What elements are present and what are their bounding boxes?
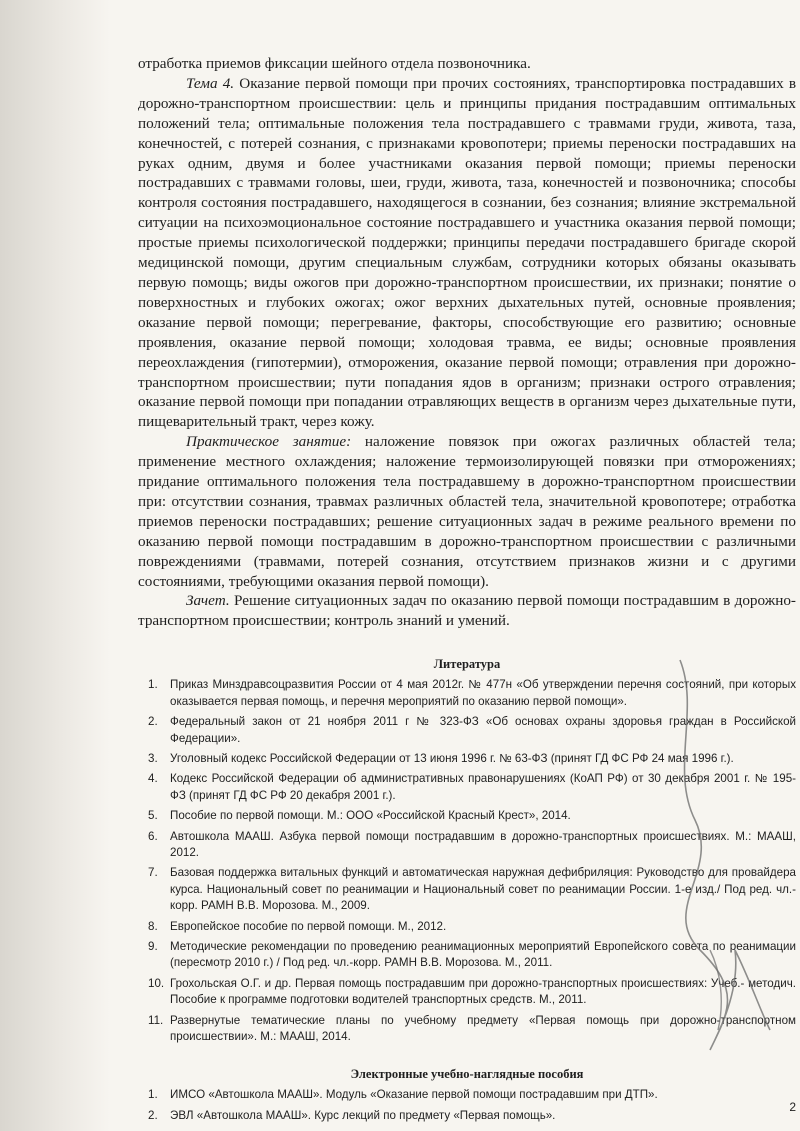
- exam-paragraph: [138, 591, 796, 631]
- topic-text: Оказание первой помощи при прочих состояниях, транспортировка пострадавших в дорожно-транспортном происшествии: цель и принципы придания пострадавшим оптимальных положений тела; оптимальные положения тела пострадавшего с травмами груди, живота, таза, конечностей, с потерей сознания, с признаками кровопотери; приемы переноски пострадавших на руках одним, двумя и более участниками оказания первой помощи; приемы переноски пострадавших с травмами головы, шеи, груди, живота, таза, конечностей и позвоночника; способы контроля состояния пострадавшего, находящегося в сознании, без сознания; влияние экстремальной ситуации на психоэмоциональное состояние пострадавшего и участника оказания первой помощи; простые приемы психологической поддержки; принципы передачи пострадавшего бригаде скорой медицинской помощи, другим специальным службам, сотрудники которых обязаны оказывать первую помощь; виды ожогов при дорожно-транспортном происшествии, их признаки; понятие о поверхностных и глубоких ожогах; ожог верхних дыхательных путей, основные проявления; оказание первой помощи; перегревание, факторы, способствующие его развитию; основные проявления, оказание первой помощи; холодовая травма, ее виды; основные проявления переохлаждения (гипотермии), отморожения, оказание первой помощи; отравления при дорожно-транспортном происшествии; пути попадания ядов в организм; признаки острого отравления; оказание первой помощи при попадании отравляющих веществ в организм через дыхательные пути, пищеварительный тракт, через кожу.: [138, 74, 796, 431]
- literature-item-text: Кодекс Российской Федерации об административных правонарушениях (КоАП РФ) от 30 декабря 2001 г. № 195- ФЗ (принят ГД ФС РФ 20 декабря 2001 г.).: [170, 772, 796, 802]
- literature-item-number: 10.: [148, 976, 165, 990]
- electronic-item-text: ЭВЛ «Автошкола МААШ». Курс лекций по предмету «Первая помощь».: [170, 1108, 556, 1122]
- literature-item-text: Базовая поддержка витальных функций и автоматическая наружная дефибриляция: Руководство для провайдера курса. Национальный совет по реанимации и Национальный совет по реанимации России. 1-е изд./ Под ред. чл.-корр. РАМН В.В. Морозова. М., 2009.: [170, 866, 796, 913]
- page-number: 2: [789, 1100, 796, 1114]
- literature-item-number: 8.: [148, 919, 158, 933]
- literature-item-text: Грохольская О.Г. и др. Первая помощь пострадавшим при дорожно-транспортных происшествиях: Учеб.- методич. Пособие к программе подготовки водителей транспортных средств. М., 2011.: [170, 976, 796, 1007]
- literature-item-text: Развернутые тематические планы по учебному предмету «Первая помощь при дорожно-транспортном происшествии». М.: МААШ, 2014.: [170, 1013, 796, 1043]
- literature-item-number: 3.: [148, 751, 158, 765]
- electronic-item-number: 1.: [148, 1088, 158, 1102]
- electronic-item-number: 2.: [148, 1108, 158, 1122]
- practice-label: Практическое занятие:: [186, 433, 352, 451]
- scan-page-edge-shadow: [0, 0, 110, 1131]
- practice-text: наложение повязок при ожогах различных областей тела; применение местного охлаждения; наложение термоизолирующей повязки при отморожениях; придание оптимального положения тела пострадавшему в дорожно-транспортном происшествии при: отсутствии сознания, травмах различных областей тела, значительной кровопотере; отработка приемов переноски пострадавших; решение ситуационных задач в режиме реального времени по оказанию первой помощи пострадавшим в дорожно-транспортном происшествии с различными повреждениями (травмами, потерей сознания, отсутствием признаков жизни и с другими состояниями, требующими оказания первой помощи).: [138, 433, 796, 590]
- literature-item-number: 11.: [148, 1013, 164, 1027]
- electronic-item-text: ИМСО «Автошкола МААШ». Модуль «Оказание первой помощи пострадавшим при ДТП».: [170, 1088, 658, 1102]
- literature-heading: Литература: [433, 657, 501, 672]
- literature-item-number: 6.: [148, 829, 158, 843]
- literature-item-text: Европейское пособие по первой помощи. М., 2012.: [170, 919, 447, 933]
- literature-item-number: 4.: [148, 772, 158, 786]
- literature-item-number: 7.: [148, 866, 158, 880]
- literature-item-text: Федеральный закон от 21 ноября 2011 г № 323-ФЗ «Об основах охраны здоровья граждан в Российской Федерации».: [170, 715, 796, 745]
- literature-item-number: 5.: [148, 809, 158, 823]
- electronic-heading: Электронные учебно-наглядные пособия: [350, 1067, 584, 1082]
- literature-item-text: Автошкола МААШ. Азбука первой помощи пострадавшим в дорожно-транспортных происшествиях. М.: МААШ, 2012.: [170, 829, 796, 859]
- literature-item-text: Уголовный кодекс Российской Федерации от 13 июня 1996 г. № 63-ФЗ (принят ГД ФС РФ 24 мая 1996 г.).: [170, 751, 734, 765]
- literature-item-text: Приказ Минздравсоцразвития России от 4 мая 2012г. № 477н «Об утверждении перечня состояний, при которых оказывается первая помощь, и перечня мероприятий по оказанию первой помощи».: [170, 678, 796, 708]
- literature-item-number: 2.: [148, 715, 158, 729]
- exam-text: Решение ситуационных задач по оказанию первой помощи пострадавшим в дорожно-транспортном происшествии; контроль знаний и умений.: [138, 592, 796, 630]
- literature-item-number: 1.: [148, 678, 158, 692]
- practice-paragraph: [138, 432, 796, 591]
- handwritten-signature: [640, 650, 800, 1090]
- literature-item-text: Пособие по первой помощи. М.: ООО «Российской Красный Крест», 2014.: [170, 809, 571, 823]
- electronic-list: [138, 1087, 796, 1124]
- literature-item-number: 9.: [148, 939, 158, 953]
- lead-line: отработка приемов фиксации шейного отдела позвоночника.: [138, 55, 531, 72]
- topic-paragraph: [138, 74, 796, 432]
- literature-item-text: Методические рекомендации по проведению реанимационных мероприятий Европейского совета по реанимации (пересмотр 2010 г.) / Под ред. чл.-корр. РАМН В.В. Морозова. М., 2011.: [170, 939, 796, 970]
- topic-label: Тема 4.: [186, 74, 235, 92]
- electronic-item: [138, 1108, 796, 1124]
- exam-label: Зачет.: [186, 592, 230, 610]
